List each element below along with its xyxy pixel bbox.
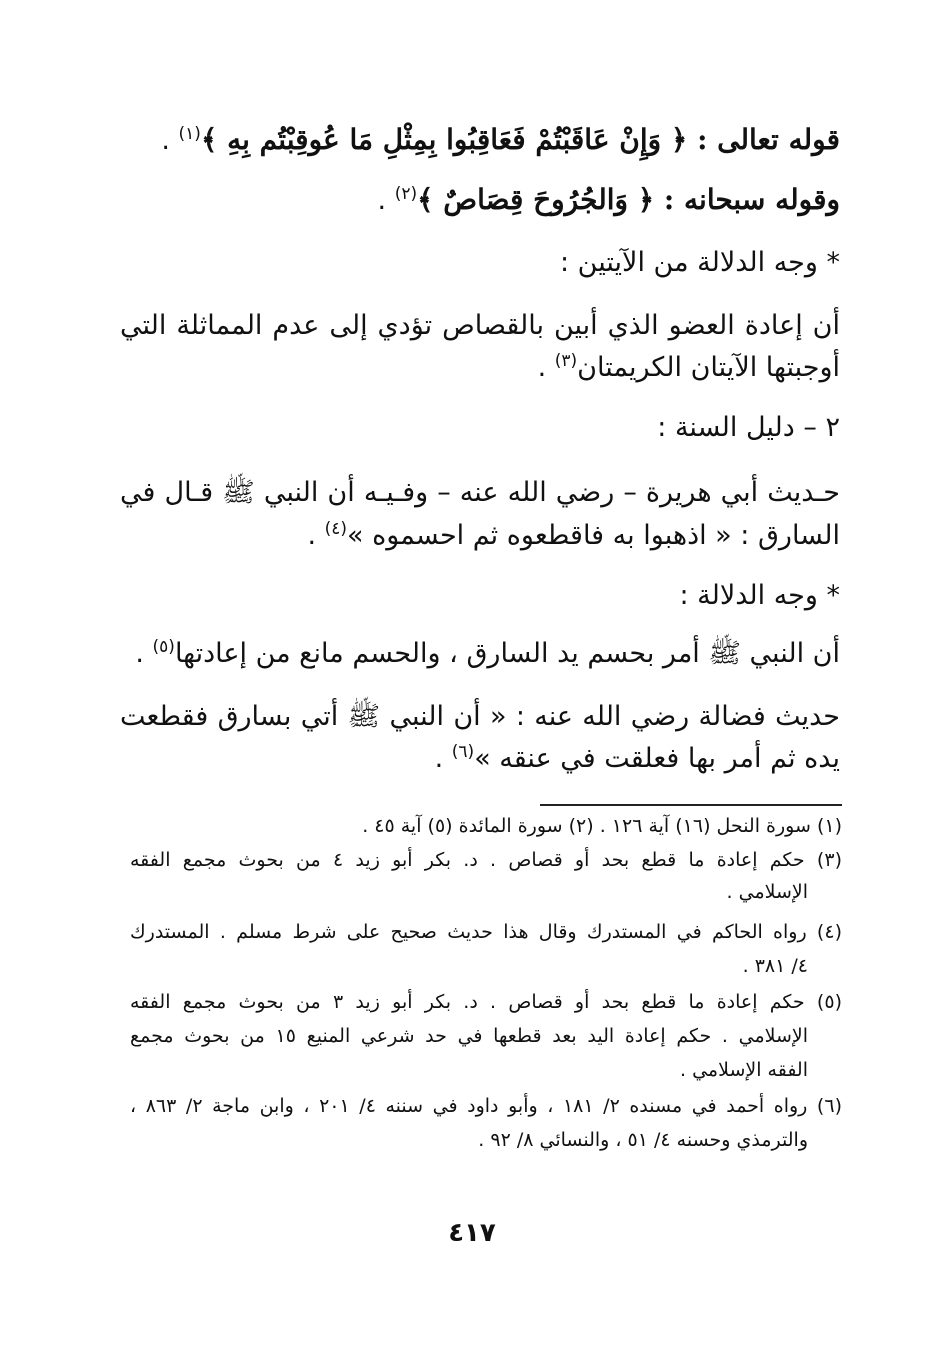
body-line-12 [120,741,840,777]
punctuation: . [434,743,452,774]
section-heading-verses: * وجه الدلالة من الآيتين : [560,247,840,278]
footnote-6-line-2: والترمذي وحسنه ٤/ ٥١ ، والنسائي ٨/ ٩٢ . [478,1129,808,1151]
footnote-5-line-1: (٥) حكم إعادة ما قطع بحد أو قصاص . د. بكر أبو زيد ٣ من بحوث مجمع الفقه [130,991,842,1013]
body-line-7: حـديث أبي هريرة – رضي الله عنه – وفـيـه أن النبي ﷺ قـال في [120,477,840,508]
body-line-2 [120,182,840,219]
section-heading-evidence: * وجه الدلالة : [679,580,840,611]
footnote-1-2: (١) سورة النحل (١٦) آية ١٢٦ . (٢) سورة المائدة (٥) آية ٤٥ . [362,815,842,837]
footnote-ref-4: (٤) [324,519,348,539]
body-line-11: حديث فضالة رضي الله عنه : « أن النبي ﷺ أتي بسارق فقطعت [120,701,840,732]
punctuation: . [307,520,325,551]
section-heading-sunnah: ٢ – دليل السنة : [657,412,840,443]
footnote-ref-1: (١) [178,124,201,144]
footnote-3-line-2: الإسلامي . [726,881,808,903]
footnote-separator [540,804,842,806]
punctuation: . [537,352,555,383]
footnote-ref-3: (٣) [554,351,578,371]
quran-verse-2: وقوله سبحانه : ﴿ وَالجُرُوحَ قِصَاصٌ ﴾ [417,183,840,216]
body-line-10 [120,636,840,672]
page-number: ٤١٧ [448,1218,496,1248]
quran-verse-1: قوله تعالى : ﴿ وَإِنْ عَاقَبْتُمْ فَعَاقِبُوا بِمِثْلِ مَا عُوقِبْتُم بِهِ ﴾ [200,123,840,156]
footnote-ref-2: (٢) [394,184,418,204]
body-line-1 [120,122,840,159]
footnote-4-line-1: (٤) رواه الحاكم في المستدرك وقال هذا حديث صحيح على شرط مسلم . المستدرك [130,921,842,943]
text: أوجبتها الآيتان الكريمتان [577,352,840,383]
footnote-4-line-2: ٤/ ٣٨١ . [742,955,808,977]
footnote-3-line-1: (٣) حكم إعادة ما قطع بحد أو قصاص . د. بكر أبو زيد ٤ من بحوث مجمع الفقه [130,849,842,871]
punctuation: . [161,125,179,156]
footnote-5-line-2: الإسلامي . حكم إعادة اليد بعد قطعها في حد شرعي المنيع ١٥ من بحوث مجمع [130,1025,808,1047]
footnote-5-line-3: الفقه الإسلامي . [680,1059,808,1081]
footnote-ref-6: (٦) [451,742,475,762]
punctuation: . [135,638,153,669]
text: أن النبي ﷺ أمر بحسم يد السارق ، والحسم مانع من إعادتها [174,638,840,669]
footnote-ref-5: (٥) [152,637,175,657]
punctuation: . [377,185,395,216]
text: يده ثم أمر بها فعلقت في عنقه » [474,743,840,774]
footnote-6-line-1: (٦) رواه أحمد في مسنده ٢/ ١٨١ ، وأبو داود في سننه ٤/ ٢٠١ ، وابن ماجة ٢/ ٨٦٣ ، [130,1095,842,1117]
text: السارق : « اذهبوا به فاقطعوه ثم احسموه » [347,520,840,551]
body-line-8 [120,518,840,554]
body-line-5 [120,350,840,386]
body-line-4: أن إعادة العضو الذي أبين بالقصاص تؤدي إلى عدم المماثلة التي [120,310,840,341]
